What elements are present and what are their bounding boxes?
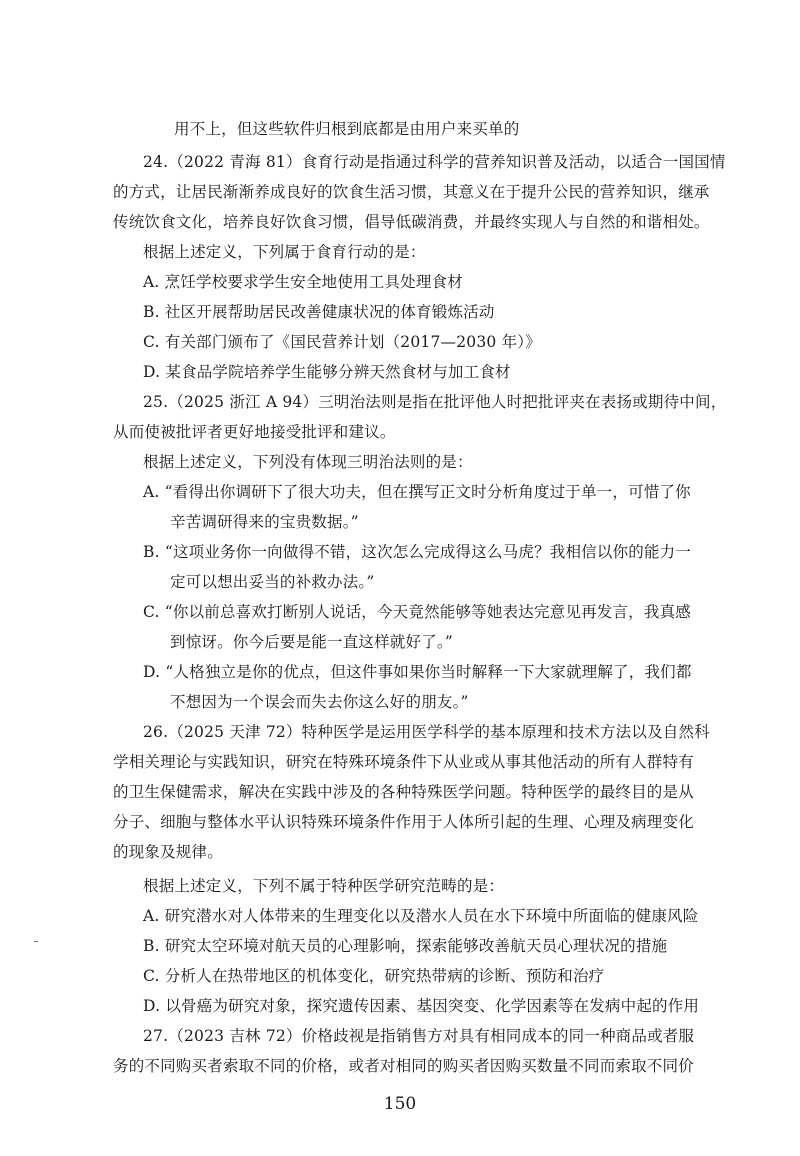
option-d: D. “人格独立是你的优点，但这件事如果你当时解释一下大家就理解了，我们都 (143, 663, 692, 681)
text-line: 分子、细胞与整体水平认识特殊环境条件作用于人体所引起的生理、心理及病理变化 (113, 813, 694, 831)
question-24-line: 24.（2022 青海 81）食育行动是指通过科学的营养知识普及活动，以适合一国国情 (143, 153, 726, 171)
option-c: C. “你以前总喜欢打断别人说话，今天竟然能够等她表达完意见再发言，我真感 (143, 603, 691, 621)
text-line: 从而使被批评者更好地接受批评和建议。 (113, 423, 396, 441)
option-b: B. “这项业务你一向做得不错，这次怎么完成得这么马虎？我相信以你的能力一 (143, 543, 692, 561)
option-d: D. 以骨癌为研究对象，探究遗传因素、基因突变、化学因素等在发病中起的作用 (143, 997, 700, 1015)
question-prompt: 根据上述定义，下列属于食育行动的是： (143, 243, 426, 261)
option-a: A. “看得出你调研下了很大功夫，但在撰写正文时分析角度过于单一，可惜了你 (143, 483, 691, 501)
text-line: 的卫生保健需求，解决在实践中涉及的各种特殊医学问题。特种医学的最终目的是从 (113, 783, 694, 801)
text-line: 的方式，让居民渐渐养成良好的饮食生活习惯，其意义在于提升公民的营养知识，继承 (113, 183, 710, 201)
question-27-line: 27.（2023 吉林 72）价格歧视是指销售方对具有相同成本的同一种商品或者服 (143, 1027, 695, 1045)
text-line: 的现象及规律。 (113, 843, 223, 861)
option-c-cont: 到惊讶。你今后要是能一直这样就好了。” (170, 633, 453, 651)
question-prompt: 根据上述定义，下列没有体现三明治法则的是： (143, 453, 473, 471)
option-d: D. 某食品学院培养学生能够分辨天然食材与加工食材 (143, 363, 511, 381)
option-b-cont: 定可以想出妥当的补救办法。” (170, 573, 375, 591)
option-b: B. 社区开展帮助居民改善健康状况的体育锻炼活动 (143, 303, 495, 321)
question-26-line: 26.（2025 天津 72）特种医学是运用医学科学的基本原理和技术方法以及自然科 (143, 723, 710, 741)
question-25-line: 25.（2025 浙江 A 94）三明治法则是指在批评他人时把批评夹在表扬或期待中间， (143, 393, 727, 411)
option-a: A. 烹饪学校要求学生安全地使用工具处理食材 (143, 273, 463, 291)
option-d-cont: 不想因为一个误会而失去你这么好的朋友。” (170, 693, 469, 711)
text-line: 用不上，但这些软件归根到底都是由用户来买单的 (174, 120, 520, 138)
option-c: C. 有关部门颁布了《国民营养计划（2017—2030 年）》 (143, 333, 541, 351)
option-b: B. 研究太空环境对航天员的心理影响，探索能够改善航天员心理状况的措施 (143, 937, 668, 955)
option-a: A. 研究潜水对人体带来的生理变化以及潜水人员在水下环境中所面临的健康风险 (143, 907, 699, 925)
page-number: 150 (383, 1094, 417, 1114)
option-a-cont: 辛苦调研得来的宝贵数据。” (170, 513, 359, 531)
text-line: 务的不同购买者索取不同的价格，或者对相同的购买者因购买数量不同而索取不同价 (113, 1057, 694, 1075)
option-c: C. 分析人在热带地区的机体变化，研究热带病的诊断、预防和治疗 (143, 967, 605, 985)
question-prompt: 根据上述定义，下列不属于特种医学研究范畴的是： (143, 877, 505, 895)
text-line: 传统饮食文化，培养良好饮食习惯，倡导低碳消费，并最终实现人与自然的和谐相处。 (113, 213, 710, 231)
scan-mark (34, 941, 38, 942)
text-line: 学相关理论与实践知识，研究在特殊环境条件下从业或从事其他活动的所有人群特有 (113, 753, 694, 771)
